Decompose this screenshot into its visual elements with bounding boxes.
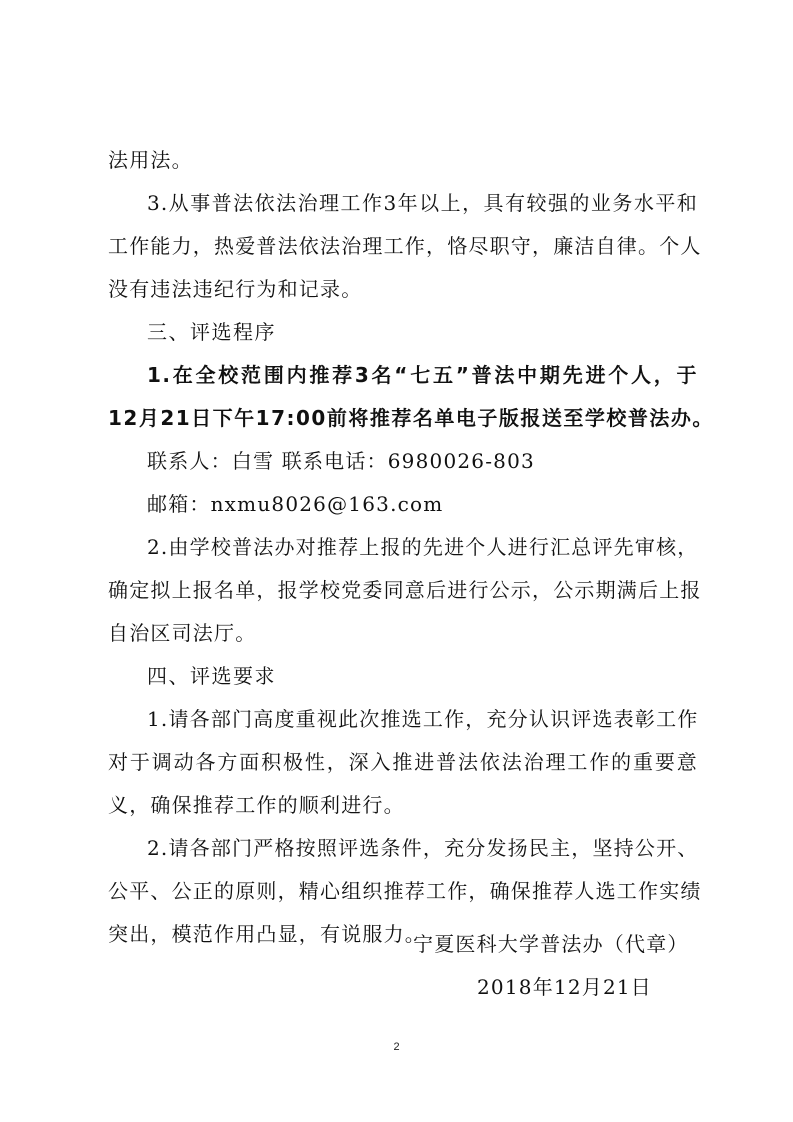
paragraph-line: 确定拟上报名单，报学校党委同意后进行公示，公示期满后上报 [108, 578, 702, 602]
paragraph-line: 对于调动各方面积极性，深入推进普法依法治理工作的重要意 [108, 750, 698, 774]
section-heading: 四、评选要求 [147, 664, 276, 688]
paragraph-line: 法用法。 [108, 148, 193, 172]
paragraph-line: 工作能力，热爱普法依法治理工作，恪尽职守，廉洁自律。个人 [108, 234, 702, 258]
paragraph-line: 义，确保推荐工作的顺利进行。 [108, 793, 405, 817]
email-line: 邮箱：nxmu8026@163.com [147, 492, 444, 516]
paragraph-line: 自治区司法厅。 [108, 621, 257, 645]
signature-date: 2018年12月21日 [477, 975, 652, 999]
section-heading: 三、评选程序 [147, 320, 276, 344]
paragraph-line: 突出，模范作用凸显，有说服力。 [108, 922, 426, 946]
paragraph-line: 公平、公正的原则，精心组织推荐工作，确保推荐人选工作实绩 [108, 879, 702, 903]
paragraph-line: 没有违法违纪行为和记录。 [108, 277, 363, 301]
paragraph-line: 1.请各部门高度重视此次推选工作，充分认识评选表彰工作 [147, 707, 699, 731]
paragraph-line: 2.请各部门严格按照评选条件，充分发扬民主，坚持公开、 [147, 836, 699, 860]
bold-paragraph-line: 1.在全校范围内推荐3名“七五”普法中期先进个人，于 [147, 363, 698, 387]
paragraph-line: 3.从事普法依法治理工作3年以上，具有较强的业务水平和 [147, 191, 698, 215]
paragraph-line: 2.由学校普法办对推荐上报的先进个人进行汇总评先审核， [147, 535, 699, 559]
bold-paragraph-line: 12月21日下午17:00前将推荐名单电子版报送至学校普法办。 [108, 406, 714, 430]
contact-line: 联系人：白雪 联系电话：6980026-803 [147, 449, 535, 473]
page-number: 2 [393, 1041, 400, 1053]
signature-organization: 宁夏医科大学普法办（代章） [413, 932, 689, 956]
